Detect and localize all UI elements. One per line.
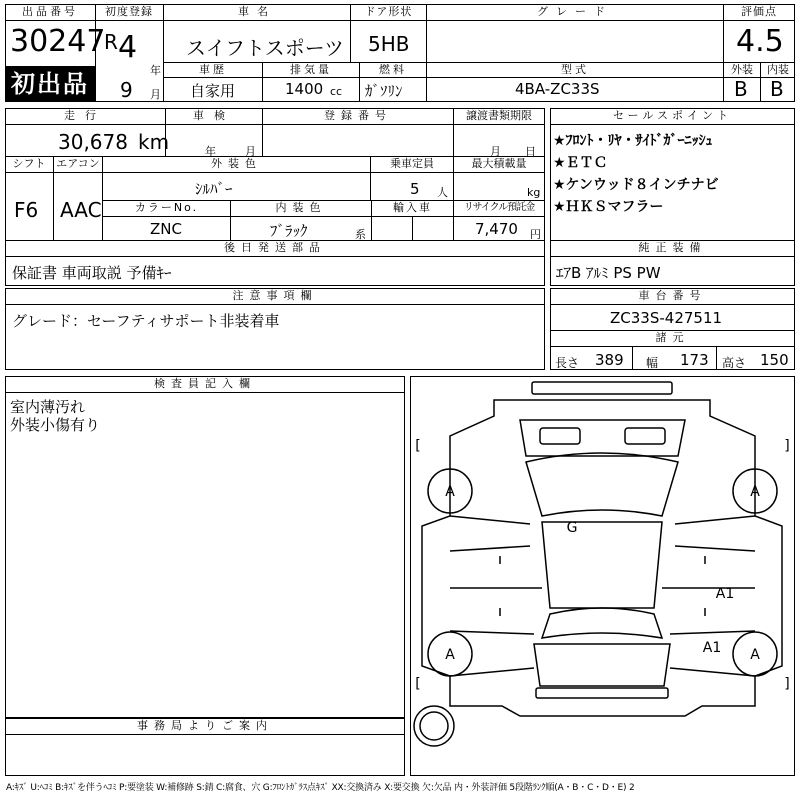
ac: AAC <box>60 198 102 222</box>
model-label: 型式 <box>561 63 589 76</box>
transfer-label: 譲渡書類期限 <box>466 109 532 122</box>
year-unit: 年 <box>150 64 161 77</box>
sales-points-label: セールスポイント <box>612 109 732 122</box>
first-listing-badge: 初出品 <box>5 66 95 102</box>
body-outline <box>422 400 782 716</box>
mark-tire-fr: A <box>750 484 760 500</box>
model: 4BA-ZC33S <box>515 80 600 98</box>
mark-right-door-1: A1 <box>715 586 735 602</box>
height-label: 高さ <box>722 356 747 370</box>
int-color-label: 内装色 <box>275 201 327 214</box>
rear-bumper-part <box>536 688 668 698</box>
office-label: 事務局よりご案内 <box>137 719 273 732</box>
width: 173 <box>680 351 709 369</box>
color-no: ZNC <box>150 220 182 238</box>
load-unit: kg <box>527 186 541 199</box>
windshield-part <box>526 453 678 516</box>
int-color-unit: 系 <box>355 228 366 241</box>
mileage-label: 走行 <box>64 109 106 122</box>
sales-point-2: ★ＥＴＣ <box>553 155 608 171</box>
sales-point-4: ★ＨＫＳマフラー <box>553 199 664 215</box>
bracket-left-top: [ <box>415 438 421 454</box>
cc-unit: cc <box>330 85 343 98</box>
km-unit: km <box>138 130 170 154</box>
front-grille-part <box>540 428 580 444</box>
inspector-label: 検査員記入欄 <box>154 377 256 390</box>
recycle: 7,470 <box>475 220 518 238</box>
interior-label: 内装 <box>767 63 789 76</box>
grade-label: グレード <box>537 5 613 18</box>
width-label: 幅 <box>646 356 659 370</box>
ext-color-label: 外装色 <box>211 157 262 170</box>
car-name-label: 車名 <box>238 5 276 18</box>
first-reg-label: 初度登録 <box>105 5 153 18</box>
inspection-year-unit: 年 <box>205 145 216 158</box>
bracket-right-bottom: ] <box>784 676 790 692</box>
capacity: 5 <box>410 180 420 198</box>
front-grille-part-2 <box>625 428 665 444</box>
recycle-unit: 円 <box>530 228 541 241</box>
exterior-label: 外装 <box>731 63 753 76</box>
trunk-part <box>534 644 670 686</box>
score-label: 評価点 <box>741 5 777 18</box>
bracket-left-bottom: [ <box>415 676 421 692</box>
chassis-no: ZC33S-427511 <box>610 309 723 327</box>
inspector-line-1: 室内薄汚れ <box>10 398 86 416</box>
mileage: 30,678 <box>58 130 128 154</box>
exterior-grade: B <box>734 77 748 101</box>
recycle-label: リサイクル預託金 <box>463 202 535 213</box>
door-label: ドア形状 <box>364 5 413 18</box>
displacement: 1400 <box>285 80 324 98</box>
spec-label: 諸元 <box>655 331 690 344</box>
load-label: 最大積載量 <box>471 157 527 170</box>
lot-no-label: 出品番号 <box>22 5 78 18</box>
car-name: スイフトスポーツ <box>186 36 344 60</box>
legend: A:ｷｽﾞ U:ﾍｺﾐ B:ｷｽﾞを伴うﾍｺﾐ P:要塗装 W:補修跡 S:錆 C:腐食、穴 G:ﾌﾛﾝﾄｶﾞﾗｽ点ｷｽﾞ XX:交換済み X:要交換 欠:欠品 内・外装評価 5段階ﾗﾝｸ順(A・B・C・D・E) 2 <box>6 783 635 793</box>
mark-tire-rr: A <box>750 647 760 663</box>
fuel: ｶﾞｿﾘﾝ <box>365 82 403 100</box>
front-bumper-part <box>532 382 672 394</box>
history: 自家用 <box>190 82 236 100</box>
equipment-label: 純正装備 <box>638 241 707 254</box>
sales-point-1: ★ﾌﾛﾝﾄ・ﾘﾔ・ｻｲﾄﾞｶﾞｰﾆｯｼｭ <box>553 133 713 149</box>
mark-tire-rl: A <box>445 647 455 663</box>
inspection-month-unit: 月 <box>245 145 256 158</box>
later-items: 保証書 車両取説 予備ｷｰ <box>12 264 172 282</box>
car-diagram <box>410 376 795 776</box>
notes-label: 注意事項欄 <box>232 289 318 302</box>
displacement-label: 排気量 <box>290 63 332 76</box>
score: 4.5 <box>736 24 784 59</box>
shift: F6 <box>14 198 39 222</box>
capacity-unit: 人 <box>437 186 448 199</box>
bracket-right-top: ] <box>784 438 790 454</box>
first-reg-month: 9 <box>120 78 133 102</box>
length-label: 長さ <box>555 356 580 370</box>
interior-grade: B <box>770 77 784 101</box>
ext-color: ｼﾙﾊﾞｰ <box>195 180 233 198</box>
int-color: ﾌﾞﾗｯｸ <box>270 222 308 240</box>
equipment: ｴｱB ｱﾙﾐ PS PW <box>556 264 661 282</box>
color-no-label: カラーNo. <box>134 201 199 214</box>
length: 389 <box>595 351 624 369</box>
rear-window-part <box>542 608 662 638</box>
era: R <box>104 30 118 54</box>
shift-label: シフト <box>12 157 46 170</box>
roof-part <box>542 522 662 608</box>
lot-no: 30247 <box>10 24 106 59</box>
mark-glass: G <box>566 520 578 536</box>
ac-label: エアコン <box>56 157 100 170</box>
reg-no-label: 登録番号 <box>324 109 392 122</box>
door-type: 5HB <box>368 32 410 56</box>
first-reg-year: 4 <box>118 30 138 65</box>
height: 150 <box>760 351 789 369</box>
chassis-label: 車台番号 <box>638 289 707 302</box>
import-label: 輸入車 <box>393 201 432 214</box>
capacity-label: 乗車定員 <box>390 157 434 170</box>
inspector-line-2: 外装小傷有り <box>10 416 101 434</box>
mark-tire-fl: A <box>445 484 455 500</box>
sales-point-3: ★ケンウッド８インチナビ <box>553 177 719 193</box>
month-unit: 月 <box>150 88 161 101</box>
history-label: 車歴 <box>199 63 227 76</box>
hood-part <box>520 420 685 456</box>
later-label: 後日発送部品 <box>224 241 326 254</box>
notes-text: グレード：セーフティサポート非装着車 <box>12 312 280 330</box>
inspection-label: 車検 <box>193 109 235 122</box>
transfer-month-unit: 月 <box>490 145 501 158</box>
transfer-day-unit: 日 <box>525 145 536 158</box>
mark-right-door-2: A1 <box>702 640 722 656</box>
fuel-label: 燃料 <box>379 63 407 76</box>
